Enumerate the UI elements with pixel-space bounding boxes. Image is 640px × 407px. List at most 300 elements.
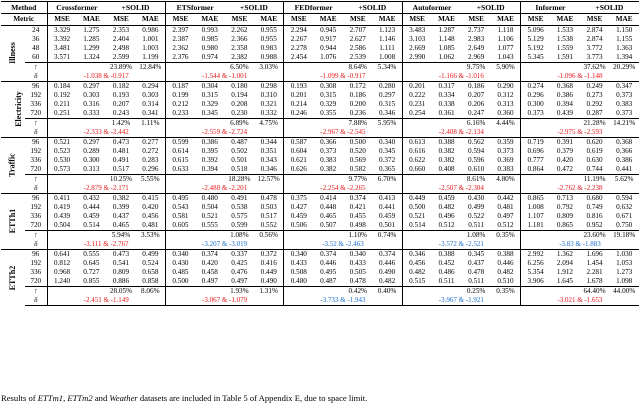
value-cell: 0.449 [254,268,284,277]
value-cell: 3.329 [47,26,77,36]
value-cell: 0.373 [527,109,544,117]
improvement-spacer [47,231,106,241]
table-row [1,26,639,36]
value-cell: 1.008 [527,203,544,211]
value-cell: 0.459 [83,212,100,220]
value-cell: 2.387 [172,35,189,43]
value-cell: 1.912 [556,268,574,276]
value-cell: 0.382 [438,147,455,155]
value-cell: 0.442 [491,194,521,204]
value-cell: 0.296 [527,91,544,99]
value-cell: 0.473 [106,138,136,148]
value-cell: 0.482 [491,268,521,277]
value-cell: 2.397 [165,26,195,36]
value-cell: 0.500 [172,277,189,285]
value-cell: 0.482 [409,268,426,276]
model-name-autoformer: Autoformer [402,2,461,14]
value-cell: 0.501 [373,221,403,231]
metric-mae-label: MAE [136,14,166,26]
value-cell: 0.383 [616,100,633,108]
delta-symbol-icon: δ [25,296,47,306]
value-cell: 0.599 [231,221,248,229]
improvement-spacer [284,287,343,297]
improvement-spacer [284,119,343,129]
value-cell: 0.372 [254,250,284,260]
horizon-cell: 96 [25,194,47,204]
value-cell: 2.627 [349,35,366,43]
delta-row [1,296,639,306]
results-body [1,26,639,306]
value-cell: 0.980 [201,44,218,52]
delta-value: -2.762 & -2.238 [557,184,603,192]
improvement-mae: 4.80% [491,175,521,185]
value-cell: 0.315 [373,100,403,109]
value-cell: 2.281 [586,268,603,276]
value-cell: 0.272 [136,147,166,156]
improvement-mse: 0.42% [343,287,373,297]
value-cell: 0.518 [231,165,248,173]
value-cell: 3.481 [53,44,71,52]
value-cell: 0.208 [231,100,248,108]
delta-symbol-icon: δ [25,184,47,194]
value-cell: 0.439 [53,212,71,220]
value-cell: 0.613 [402,138,432,148]
value-cell: 1.148 [438,35,455,43]
value-cell: 0.420 [136,203,166,212]
horizon-cell: 192 [25,147,47,156]
dataset-name: Electricity [13,91,23,128]
value-cell: 2.366 [231,35,248,43]
value-cell: 0.476 [231,268,248,276]
value-cell: 5.354 [527,268,544,276]
improvement-row [1,63,639,73]
value-cell: 1.076 [320,53,337,61]
value-cell: 0.441 [373,203,403,212]
value-cell: 0.365 [373,165,403,175]
value-cell: 6.256 [527,259,544,267]
value-cell: 0.569 [349,156,366,164]
value-cell: 0.317 [432,82,462,92]
table-row [1,221,639,231]
value-cell: 0.480 [290,277,307,285]
value-cell: 1.199 [136,53,166,63]
improvement-mse: 6.50% [225,63,255,73]
horizon-cell: 336 [25,212,47,221]
value-cell: 0.482 [373,277,403,287]
value-cell: 0.346 [373,109,403,119]
value-cell: 2.262 [225,26,255,36]
improvement-mse: 11.19% [580,175,610,185]
table-row [1,147,639,156]
improvement-spacer [47,63,106,73]
value-cell: 2.382 [231,53,248,61]
delta-value: -2.967 & -2.545 [284,128,402,138]
value-cell: 3.103 [409,35,426,43]
value-cell: 0.373 [491,147,521,156]
value-cell: 0.388 [432,138,462,148]
value-cell: 0.858 [136,277,166,287]
value-cell: 1.085 [438,44,455,52]
value-cell: 2.358 [231,44,248,52]
improvement-mse: 6.16% [461,119,491,129]
improvement-mae: 4.75% [254,119,284,129]
horizon-cell: 336 [25,100,47,109]
value-cell: 0.433 [349,259,366,267]
value-cell: 2.990 [409,53,426,61]
value-cell: 0.355 [320,109,337,117]
improvement-spacer [402,119,461,129]
value-cell: 0.251 [53,109,71,117]
value-cell: 1.150 [609,26,639,36]
value-cell: 0.452 [438,259,455,267]
improvement-mse: 7.88% [343,119,373,129]
value-cell: 0.236 [349,109,366,117]
improvement-mae: 5.55% [136,175,166,185]
value-cell: 0.420 [201,259,218,267]
value-cell: 0.495 [320,268,337,276]
value-cell: 2.294 [284,26,314,36]
improvement-mae: 0.40% [373,287,403,297]
delta-value: -2.559 & -2.724 [165,128,283,138]
value-cell: 0.437 [468,259,485,267]
table-row [1,259,639,268]
value-cell: 0.497 [491,212,521,221]
value-cell: 0.382 [320,165,337,173]
value-cell: 0.626 [290,165,307,173]
value-cell: 0.587 [284,138,314,148]
value-cell: 1.645 [556,277,574,285]
dataset-name: ETTh1 [8,209,18,234]
value-cell: 0.394 [556,100,574,108]
value-cell: 0.361 [438,109,455,117]
improvement-mse: 1.10% [343,231,373,241]
value-cell: 2.586 [349,44,366,52]
value-cell: 0.482 [438,203,455,211]
up-arrow-icon: ↑ [25,231,47,241]
value-cell: 0.300 [527,100,544,108]
value-cell: 0.315 [201,91,218,99]
dataset-label-etth2 [1,250,25,306]
value-cell: 0.562 [461,138,491,148]
value-cell: 0.345 [373,147,403,156]
value-cell: 0.310 [254,91,284,100]
value-cell: 0.511 [468,221,485,229]
value-cell: 0.604 [290,147,307,155]
model-name-informer: Informer [521,2,580,14]
delta-symbol-icon: δ [25,72,47,82]
improvement-spacer [165,231,224,241]
improvement-mae: 5.95% [373,119,403,129]
value-cell: 0.211 [54,100,70,108]
value-cell: 0.316 [83,100,100,108]
value-cell: 0.297 [77,138,107,148]
value-cell: 0.340 [165,250,195,260]
value-cell: 0.446 [491,259,521,268]
value-cell: 0.308 [313,82,343,92]
value-cell: 1.240 [53,277,71,285]
value-cell: 0.582 [349,165,366,173]
value-cell: 0.187 [165,82,195,92]
value-cell: 0.459 [432,194,462,204]
value-cell: 1.053 [616,259,633,267]
horizon-cell: 60 [25,53,47,63]
value-cell: 0.334 [438,91,455,99]
value-cell: 5.096 [521,26,551,36]
improvement-mae: 1.11% [136,119,166,129]
value-cell: 2.707 [343,26,373,36]
improvement-row [1,231,639,241]
delta-value: -2.451 & -1.149 [47,296,165,306]
value-cell: 0.485 [172,268,189,276]
value-cell: 2.992 [521,250,551,260]
value-cell: 0.347 [609,82,639,92]
value-cell: 0.292 [586,100,603,108]
model-name-etsformer: ETSformer [165,2,224,14]
dataset-name: Traffic [8,153,17,178]
delta-value: -2.507 & -2.304 [402,184,520,194]
model-plus-etsformer: +SOLID [225,2,284,14]
value-cell: 0.491 [112,156,130,164]
value-cell: 0.184 [47,82,77,92]
value-cell: 0.413 [373,194,403,204]
improvement-mae: 5.90% [491,63,521,73]
horizon-cell: 48 [25,44,47,53]
improvement-mse: 23.60% [580,231,610,241]
value-cell: 0.372 [373,156,403,165]
improvement-spacer [521,231,580,241]
table-row [1,44,639,53]
delta-value: -3.067 & -1.079 [165,296,283,306]
value-cell: 0.792 [556,203,574,211]
value-cell: 0.294 [136,82,166,92]
value-cell: 0.345 [461,250,491,260]
improvement-mse: 28.05% [106,287,136,297]
value-cell: 0.497 [201,277,218,285]
value-cell: 0.594 [609,194,639,204]
value-cell: 0.749 [586,203,603,211]
value-cell: 5.129 [527,35,544,43]
metric-mae-label: MAE [254,14,284,26]
value-cell: 0.605 [172,221,189,229]
value-cell: 0.508 [290,268,307,276]
value-cell: 0.315 [320,91,337,99]
dataset-label-electricity [1,82,25,138]
results-table [1,1,639,306]
value-cell: 0.719 [521,138,551,148]
value-cell: 0.290 [491,82,521,92]
improvement-mae: 0.35% [491,231,521,241]
metric-mse-label: MSE [106,14,136,26]
value-cell: 0.641 [47,250,77,260]
value-cell: 0.222 [409,91,426,99]
value-cell: 0.696 [527,147,544,155]
value-cell: 0.952 [586,221,603,229]
value-cell: 0.543 [172,203,189,211]
delta-value: -3.733 & -1.943 [284,296,402,306]
value-cell: 0.206 [468,100,485,108]
table-row [1,138,639,148]
improvement-mse: 9.75% [461,63,491,73]
value-cell: 1.299 [83,44,100,52]
value-cell: 0.395 [201,147,218,155]
value-cell: 0.337 [225,250,255,260]
value-cell: 0.594 [468,147,485,155]
value-cell: 0.303 [136,91,166,100]
horizon-cell: 36 [25,35,47,44]
value-cell: 1.394 [616,53,633,61]
table-row [1,165,639,175]
value-cell: 0.511 [468,277,485,285]
delta-value: -1.038 & -0.917 [47,72,165,82]
value-cell: 2.539 [349,53,366,61]
value-cell: 1.559 [556,44,574,52]
value-cell: 0.298 [254,82,284,92]
value-cell: 0.231 [409,100,426,108]
value-cell: 3.773 [586,53,603,61]
value-cell: 0.432 [77,194,107,204]
value-cell: 0.713 [550,194,580,204]
delta-value: -2.975 & -2.593 [557,128,603,136]
improvement-mae: 14.21% [609,119,639,129]
value-cell: 0.616 [409,147,426,155]
improvement-spacer [284,231,343,241]
value-cell: 0.333 [83,109,100,117]
value-cell: 0.955 [254,26,284,36]
value-cell: 0.368 [609,138,639,148]
caption-dataset-ettm2: ETTm2 [67,393,93,403]
value-cell: 0.620 [580,138,610,148]
delta-value: -3.52 & -2.463 [284,240,402,250]
value-cell: 0.812 [53,259,71,267]
delta-value: -2.333 & -2.442 [47,128,165,138]
horizon-cell: 96 [25,250,47,260]
value-cell: 0.660 [409,165,426,173]
improvement-mse: 37.62% [580,63,610,73]
value-cell: 0.313 [83,165,100,173]
value-cell: 0.472 [556,165,574,173]
improvement-spacer [165,287,224,297]
value-cell: 0.340 [284,250,314,260]
delta-symbol-icon: δ [25,240,47,250]
metric-mae-label: MAE [432,14,462,26]
value-cell: 1.273 [616,268,633,276]
value-cell: 2.498 [112,44,130,52]
value-cell: 0.312 [491,91,521,100]
value-cell: 0.369 [491,156,521,165]
value-cell: 0.359 [491,138,521,148]
value-cell: 0.503 [254,203,284,212]
delta-value: -3.967 & -1.921 [402,296,520,306]
value-cell: 0.621 [290,156,307,164]
up-arrow-icon: ↑ [25,287,47,297]
value-cell: 0.645 [83,259,100,267]
improvement-mse: 23.89% [106,63,136,73]
value-cell: 2.353 [106,26,136,36]
value-cell: 2.737 [461,26,491,36]
horizon-cell: 336 [25,156,47,165]
value-cell: 1.106 [491,35,521,44]
value-cell: 1.077 [491,44,521,53]
value-cell: 2.362 [172,44,189,52]
improvement-spacer [521,63,580,73]
value-cell: 0.865 [556,221,574,229]
value-cell: 0.300 [83,156,100,164]
delta-value: -3.572 & -2.521 [402,240,520,250]
value-cell: 3.772 [586,44,603,52]
value-cell: 0.287 [586,109,603,117]
metric-mse-label: MSE [402,14,432,26]
model-plus-crossformer: +SOLID [106,2,165,14]
delta-value: -1.166 & -1.016 [402,72,520,82]
value-cell: 0.419 [53,203,71,211]
value-cell: 0.214 [290,100,307,108]
value-cell: 2.599 [112,53,130,61]
table-row [1,268,639,277]
value-cell: 0.233 [172,109,189,117]
improvement-mse: 6.89% [225,119,255,129]
delta-value: -2.879 & -2.171 [47,184,165,194]
value-cell: 0.186 [349,91,366,99]
horizon-cell: 96 [25,138,47,148]
table-row [1,156,639,165]
value-cell: 0.614 [172,147,189,155]
value-cell: 0.855 [83,277,100,285]
value-cell: 0.304 [195,82,225,92]
value-cell: 1.287 [432,26,462,36]
value-cell: 1.324 [83,53,100,61]
value-cell: 0.446 [320,259,337,267]
improvement-spacer [47,287,106,297]
horizon-cell: 192 [25,91,47,100]
delta-value: -3.111 & -2.767 [47,240,165,250]
improvement-mae: 1.31% [254,287,284,297]
value-cell: 0.500 [409,203,426,211]
value-cell: 0.321 [254,100,284,109]
improvement-spacer [165,63,224,73]
value-cell: 0.247 [468,109,485,117]
value-cell: 0.416 [254,259,284,268]
value-cell: 0.374 [373,250,403,260]
value-cell: 0.552 [254,221,284,231]
delta-value: -2.254 & -2.265 [284,184,402,194]
metric-mse-label: MSE [225,14,255,26]
value-cell: 0.273 [586,91,603,99]
horizon-cell: 720 [25,109,47,119]
horizon-cell: 720 [25,165,47,175]
value-cell: 1.123 [373,26,403,36]
improvement-mae: 0.56% [254,231,284,241]
value-cell: 0.538 [231,203,248,211]
value-cell: 0.478 [468,268,485,276]
value-cell: 0.599 [165,138,195,148]
value-cell: 2.649 [468,44,485,52]
value-cell: 0.521 [201,212,218,220]
value-cell: 0.512 [491,221,521,231]
value-cell: 0.864 [527,165,544,173]
delta-value: -2.488 & -2.201 [165,184,283,194]
value-cell: 0.986 [136,26,166,36]
value-cell: 0.456 [409,259,426,267]
value-cell: 0.345 [201,109,218,117]
value-cell: 0.500 [343,138,373,148]
value-cell: 0.750 [616,221,633,229]
value-cell: 0.374 [195,250,225,260]
value-cell: 0.277 [136,138,166,148]
value-cell: 2.669 [409,44,426,52]
value-cell: 0.388 [491,250,521,260]
dataset-label-etth1 [1,194,25,250]
value-cell: 0.478 [349,277,366,285]
